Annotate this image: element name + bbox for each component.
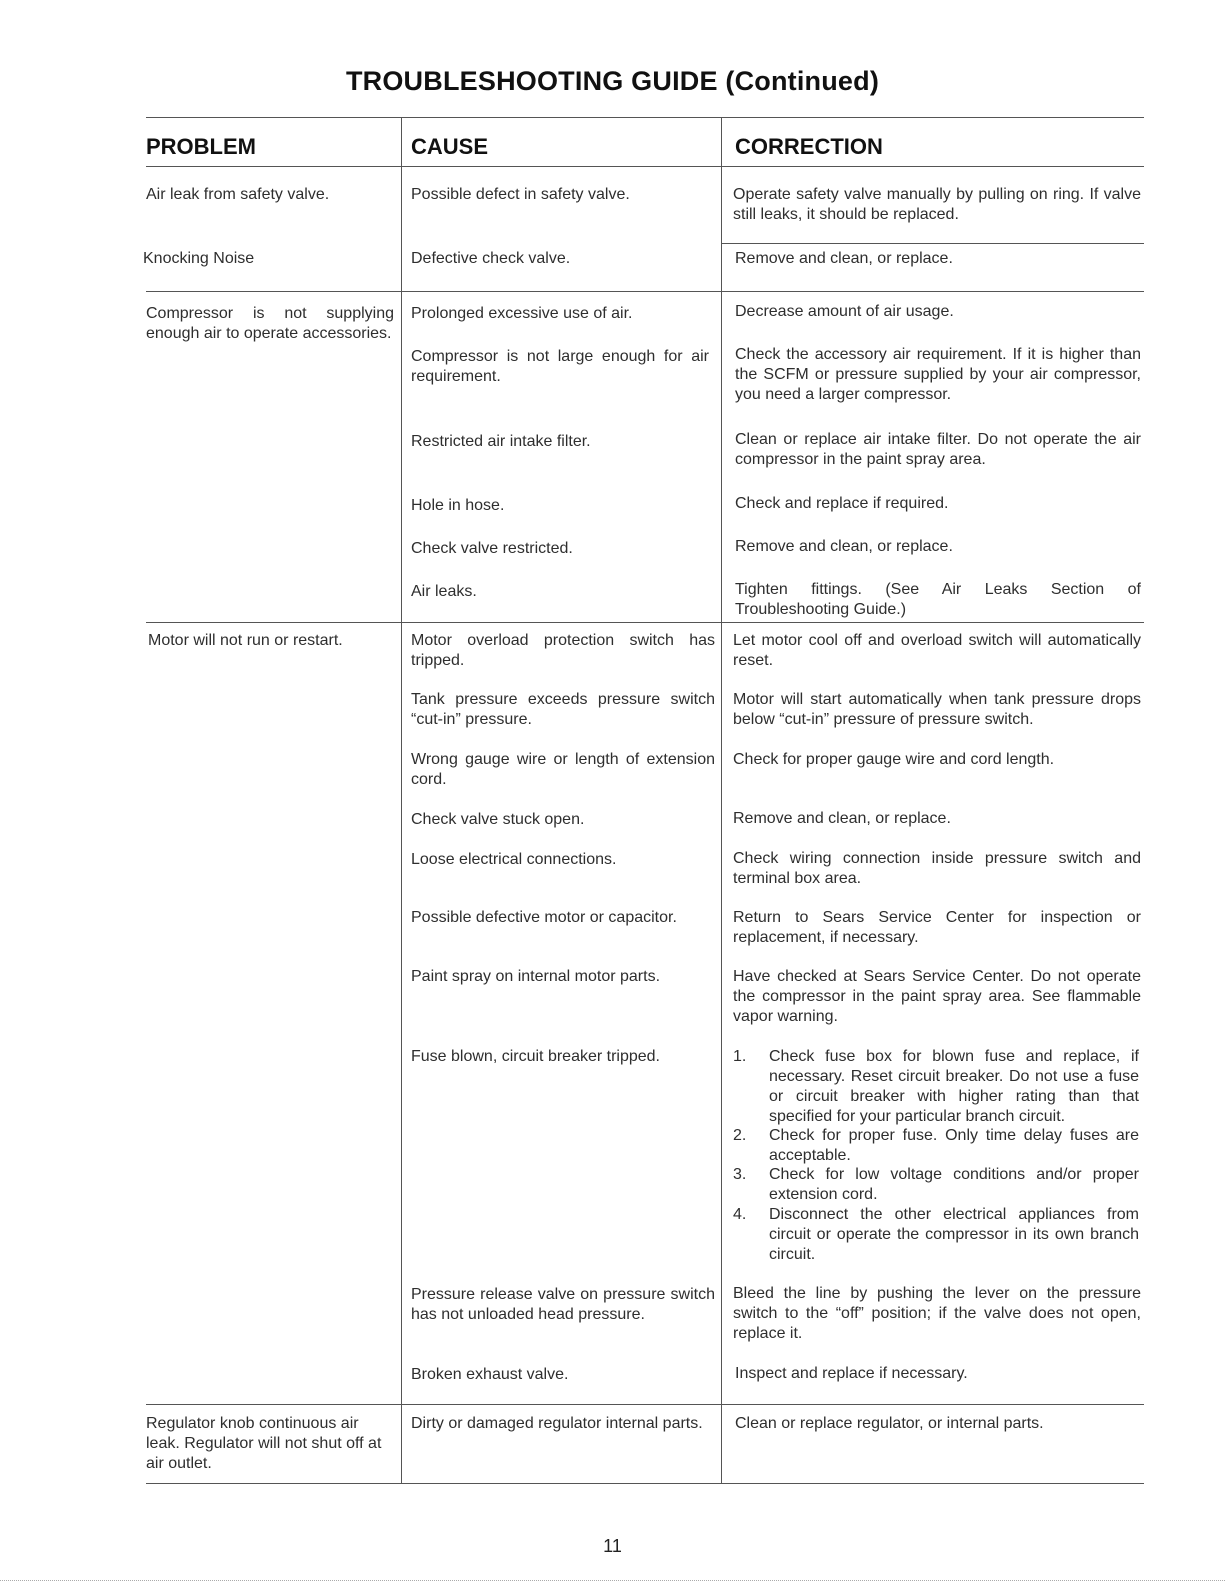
top-rule — [146, 117, 1144, 118]
cause-cell: Fuse blown, circuit breaker tripped. — [411, 1048, 660, 1065]
list-number: 1. — [733, 1048, 747, 1065]
row-rule — [146, 291, 1144, 292]
cause-cell: Broken exhaust valve. — [411, 1366, 569, 1383]
column-divider-1 — [401, 117, 402, 1483]
correction-list-item — [733, 1047, 1141, 1127]
cause-cell: Defective check valve. — [411, 250, 571, 267]
header-rule — [146, 166, 1144, 167]
problem-cell: Air leak from safety valve. — [146, 186, 330, 203]
row-rule — [146, 1404, 1144, 1405]
problem-cell: Motor will not run or restart. — [148, 632, 343, 649]
correction-cell: Inspect and replace if necessary. — [735, 1365, 968, 1382]
correction-cell: Return to Sears Service Center for inspection or replacement, if necessary. — [733, 909, 1141, 946]
correction-cell: Clean or replace air intake filter. Do not operate the air compressor in the paint spray area. — [735, 431, 1141, 468]
correction-cell: Remove and clean, or replace. — [735, 250, 953, 267]
correction-list-item — [733, 1165, 1141, 1205]
cause-cell: Compressor is not large enough for air requirement. — [411, 348, 709, 385]
list-number: 2. — [733, 1127, 747, 1144]
list-number: 3. — [733, 1166, 747, 1183]
correction-cell: Tighten fittings. (See Air Leaks Section of Troubleshooting Guide.) — [735, 581, 1141, 618]
scan-edge — [0, 1580, 1225, 1581]
page-title: TROUBLESHOOTING GUIDE (Continued) — [345, 66, 880, 96]
cause-cell: Wrong gauge wire or length of extension cord. — [411, 751, 715, 788]
correction-cell: Let motor cool off and overload switch will automatically reset. — [733, 632, 1141, 669]
cause-cell: Check valve stuck open. — [411, 811, 585, 828]
correction-cell: Decrease amount of air usage. — [735, 303, 954, 320]
cause-cell: Hole in hose. — [411, 497, 505, 514]
column-divider-2 — [721, 117, 722, 1483]
correction-list-item — [733, 1126, 1141, 1166]
problem-cell: Knocking Noise — [143, 250, 255, 267]
list-number: 4. — [733, 1206, 747, 1223]
correction-cell: Clean or replace regulator, or internal parts. — [735, 1415, 1044, 1432]
header-problem: PROBLEM — [146, 134, 256, 159]
header-correction: CORRECTION — [735, 134, 883, 159]
correction-cell: Check wiring connection inside pressure switch and terminal box area. — [733, 850, 1141, 887]
correction-cell: Have checked at Sears Service Center. Do not operate the compressor in the paint spray area. See flammable vapor warning. — [733, 968, 1141, 1025]
correction-cell: Motor will start automatically when tank pressure drops below “cut-in” pressure of pressure switch. — [733, 691, 1141, 728]
correction-cell: Remove and clean, or replace. — [733, 810, 951, 827]
cause-cell: Motor overload protection switch has tripped. — [411, 632, 715, 669]
list-text: Check for low voltage conditions and/or proper extension cord. — [769, 1166, 1139, 1203]
cause-cell: Possible defect in safety valve. — [411, 186, 630, 203]
correction-cell: Check the accessory air requirement. If it is higher than the SCFM or pressure supplied by your air compressor, you need a larger compressor. — [735, 346, 1141, 403]
list-text: Check for proper fuse. Only time delay fuses are acceptable. — [769, 1127, 1139, 1164]
correction-list-item — [733, 1205, 1141, 1265]
cause-cell: Possible defective motor or capacitor. — [411, 909, 677, 926]
row-rule — [146, 622, 1144, 623]
cause-cell: Loose electrical connections. — [411, 851, 617, 868]
cause-cell: Check valve restricted. — [411, 540, 573, 557]
cause-cell: Air leaks. — [411, 583, 477, 600]
correction-cell: Bleed the line by pushing the lever on the pressure switch to the “off” position; if the valve does not open, replace it. — [733, 1285, 1141, 1342]
cause-cell: Paint spray on internal motor parts. — [411, 968, 661, 985]
cause-cell: Prolonged excessive use of air. — [411, 305, 633, 322]
list-text: Disconnect the other electrical appliances from circuit or operate the compressor in its own branch circuit. — [769, 1206, 1139, 1263]
problem-cell: Compressor is not supplying enough air to operate accessories. — [146, 305, 394, 342]
correction-cell: Check for proper gauge wire and cord length. — [733, 751, 1055, 768]
correction-cell: Check and replace if required. — [735, 495, 949, 512]
cause-cell: Dirty or damaged regulator internal parts. — [411, 1415, 703, 1432]
list-text: Check fuse box for blown fuse and replace, if necessary. Reset circuit breaker. Do not use a fuse or circuit breaker with higher rating than that specified for your particular branch circuit. — [769, 1048, 1139, 1125]
header-cause: CAUSE — [411, 134, 489, 159]
correction-cell: Operate safety valve manually by pulling on ring. If valve still leaks, it should be replaced. — [733, 186, 1141, 223]
bottom-rule — [146, 1483, 1144, 1484]
correction-cell: Remove and clean, or replace. — [735, 538, 953, 555]
page-number: 11 — [603, 1536, 622, 1556]
cause-cell: Restricted air intake filter. — [411, 433, 591, 450]
row-rule — [721, 243, 1144, 244]
cause-cell: Pressure release valve on pressure switch has not unloaded head pressure. — [411, 1286, 715, 1323]
problem-cell: Regulator knob continuous air leak. Regulator will not shut off at air outlet. — [146, 1415, 382, 1472]
cause-cell: Tank pressure exceeds pressure switch “cut-in” pressure. — [411, 691, 715, 728]
